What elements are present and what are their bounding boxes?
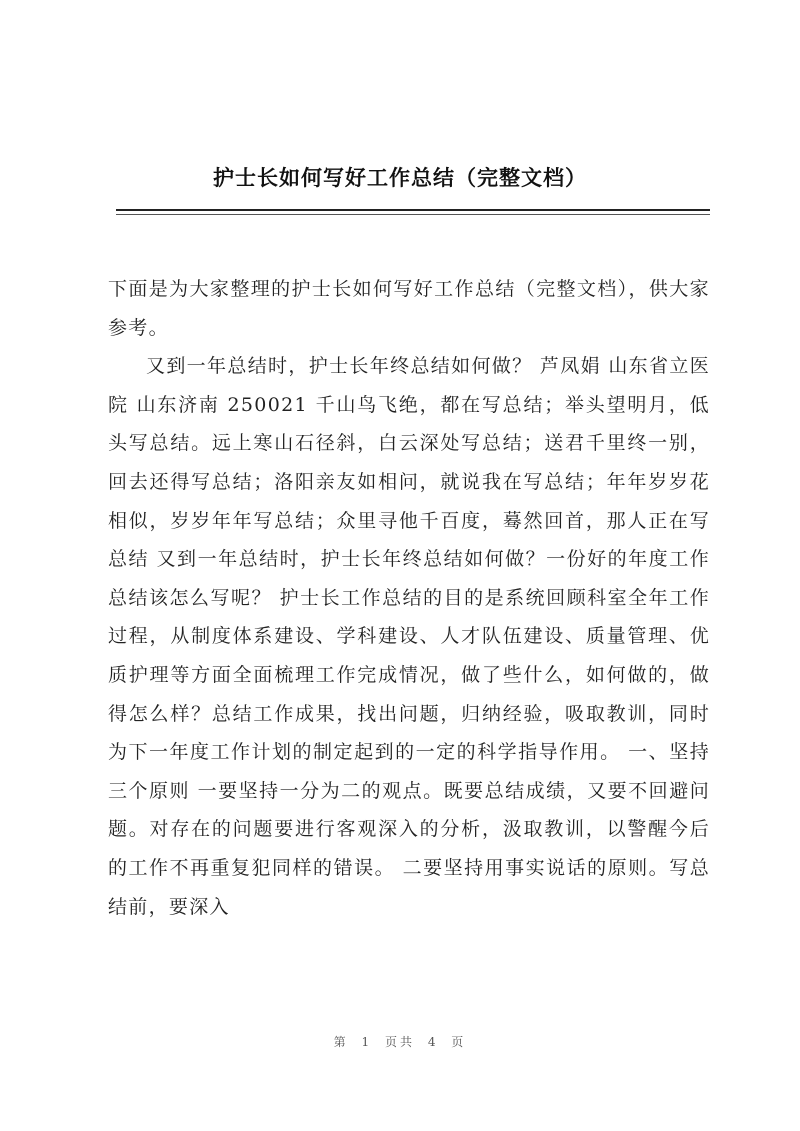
footer-middle: 页共 [384, 1035, 415, 1049]
title-rule [116, 209, 710, 211]
title-rule-thin [116, 214, 710, 215]
footer-page-number: 1 [361, 1035, 373, 1049]
footer-total-pages: 4 [427, 1035, 439, 1049]
page-footer [0, 1033, 800, 1050]
document-title: 护士长如何写好工作总结（完整文档） [213, 166, 587, 190]
intro-paragraph: 下面是为大家整理的护士长如何写好工作总结（完整文档），供大家参考。 [108, 278, 710, 339]
footer-suffix: 页 [451, 1035, 467, 1049]
main-paragraph: 又到一年总结时，护士长年终总结如何做？ 芦凤娟 山东省立医院 山东济南 250021 千山鸟飞绝，都在写总结；举头望明月，低头写总结。远上寒山石径斜，白云深处写总结；送君千里终一别，回去还得写总结；洛阳亲友如相问，就说我在写总结；年年岁岁花相似，岁岁年年写总结；众里寻他千百度，蓦然回首，那人正在写总结 又到一年总结时，护士长年终总结如何做？一份好的年度工作总结该怎么写呢？ 护士长工作总结的目的是系统回顾科室全年工作过程，从制度体系建设、学科建设、人才队伍建设、质量管理、优质护理等方面全面梳理工作完成情况，做了些什么，如何做的，做得怎么样？总结工作成果，找出问题，归纳经验，吸取教训，同时为下一年度工作计划的制定起到的一定的科学指导作用。 一、坚持三个原则 一要坚持一分为二的观点。既要总结成绩，又要不回避问题。对存在的问题要进行客观深入的分析，汲取教训，以警醒今后的工作不再重复犯同样的错误。 二要坚持用事实说话的原则。写总结前，要深入 [108, 355, 710, 918]
footer-prefix: 第 [333, 1035, 349, 1049]
document-body [108, 270, 710, 926]
